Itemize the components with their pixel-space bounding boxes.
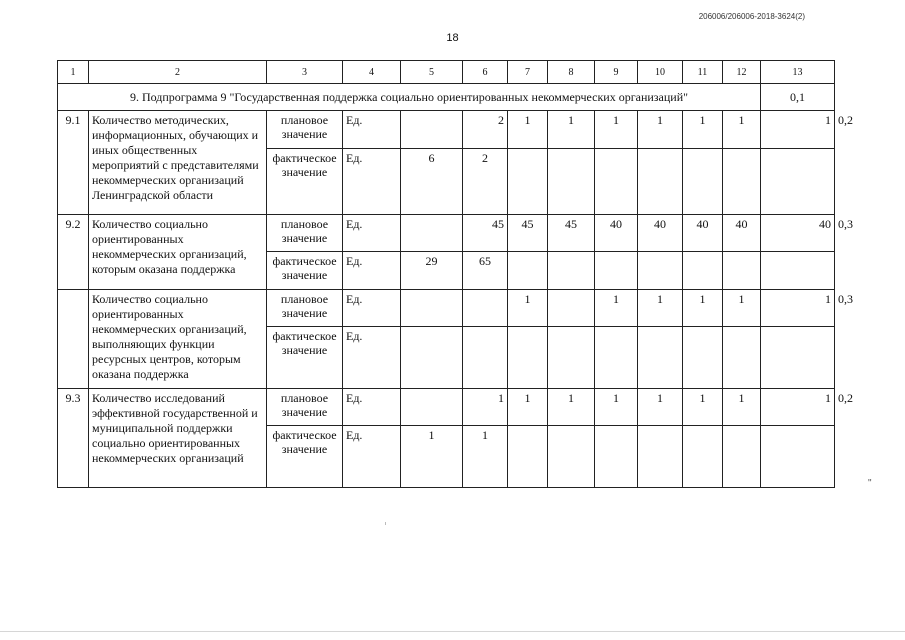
header-row <box>58 61 835 84</box>
value-cell: 40 <box>638 215 683 252</box>
value-type: плановое значение <box>267 215 343 252</box>
unit-cell: Ед. <box>343 111 401 149</box>
value-cell: 1 <box>595 389 638 426</box>
subprogram-weight: 0,1 <box>761 84 835 111</box>
value-cell: 1 <box>595 111 638 149</box>
value-cell: 1 <box>508 389 548 426</box>
unit-cell: Ед. <box>343 426 401 488</box>
value-cell <box>683 426 723 488</box>
scan-artifact <box>385 522 386 525</box>
indicator-name: Количество исследований эффективной государственной и муниципальной поддержки социально ориентированных некоммерческих организаций <box>89 389 267 488</box>
value-cell: 1 <box>401 426 463 488</box>
margin-mark: " <box>868 478 872 489</box>
value-cell: 1 <box>683 389 723 426</box>
value-type: плановое значение <box>267 111 343 149</box>
header-cell: 8 <box>548 61 595 84</box>
value-cell <box>508 327 548 389</box>
value-type: фактическое значение <box>267 149 343 215</box>
subprogram-title: 9. Подпрограмма 9 "Государственная поддержка социально ориентированных некоммерческих организаций" <box>58 84 761 111</box>
value-cell: 1 <box>463 389 508 426</box>
value-cell: 1 <box>723 290 761 327</box>
value-cell: 1 <box>723 111 761 149</box>
value-type: плановое значение <box>267 290 343 327</box>
value-cell <box>761 426 835 488</box>
value-cell <box>723 149 761 215</box>
value-cell <box>463 290 508 327</box>
value-cell <box>595 149 638 215</box>
value-cell <box>683 252 723 290</box>
value-cell: 1 <box>761 290 835 327</box>
indicators-table <box>57 60 853 488</box>
document-reference: 206006/206006-2018-3624(2) <box>698 12 805 21</box>
header-cell: 2 <box>89 61 267 84</box>
value-type: плановое значение <box>267 389 343 426</box>
value-cell: 1 <box>508 290 548 327</box>
value-cell: 45 <box>548 215 595 252</box>
indicator-name: Количество социально ориентированных некоммерческих организаций, выполняющих функции ресурсных центров, которым оказана поддержка <box>89 290 267 389</box>
value-cell: 1 <box>508 111 548 149</box>
indicator-number <box>58 290 89 389</box>
value-cell: 1 <box>761 389 835 426</box>
value-cell: 45 <box>463 215 508 252</box>
header-cell: 1 <box>58 61 89 84</box>
value-type: фактическое значение <box>267 327 343 389</box>
value-type: фактическое значение <box>267 426 343 488</box>
value-cell: 40 <box>683 215 723 252</box>
value-cell <box>638 327 683 389</box>
indicator-name: Количество социально ориентированных некоммерческих организаций, которым оказана поддержка <box>89 215 267 290</box>
value-cell <box>548 252 595 290</box>
value-cell: 40 <box>761 215 835 252</box>
header-cell: 3 <box>267 61 343 84</box>
value-cell: 2 <box>463 111 508 149</box>
subprogram-row <box>58 84 835 111</box>
value-cell <box>638 426 683 488</box>
table-row: Количество социально ориентированных некоммерческих организаций, выполняющих функции ресурсных центров, которым оказана поддержка плановое значение Ед. 1 1 1 1 1 1 0,3 <box>58 290 835 327</box>
header-cell: 6 <box>463 61 508 84</box>
value-cell: 1 <box>548 389 595 426</box>
header-cell: 10 <box>638 61 683 84</box>
value-cell: 65 <box>463 252 508 290</box>
value-cell <box>548 426 595 488</box>
value-cell <box>683 149 723 215</box>
value-cell: 1 <box>548 111 595 149</box>
indicator-number: 9.3 <box>58 389 89 488</box>
value-cell <box>638 252 683 290</box>
page-number: 18 <box>446 32 459 44</box>
indicator-number: 9.2 <box>58 215 89 290</box>
value-cell <box>761 252 835 290</box>
value-cell <box>401 327 463 389</box>
value-cell: 1 <box>638 290 683 327</box>
value-cell: 1 <box>638 389 683 426</box>
unit-cell: Ед. <box>343 252 401 290</box>
header-cell: 11 <box>683 61 723 84</box>
header-cell: 7 <box>508 61 548 84</box>
value-cell <box>548 327 595 389</box>
value-cell <box>508 426 548 488</box>
value-cell <box>548 290 595 327</box>
value-cell: 1 <box>683 290 723 327</box>
value-cell <box>595 327 638 389</box>
unit-cell: Ед. <box>343 215 401 252</box>
value-cell: 1 <box>463 426 508 488</box>
header-cell: 12 <box>723 61 761 84</box>
value-cell <box>401 215 463 252</box>
header-cell: 4 <box>343 61 401 84</box>
value-cell <box>401 290 463 327</box>
value-cell <box>723 327 761 389</box>
value-cell: 1 <box>761 111 835 149</box>
header-cell: 9 <box>595 61 638 84</box>
value-cell <box>595 426 638 488</box>
value-cell <box>508 252 548 290</box>
value-type: фактическое значение <box>267 252 343 290</box>
value-cell <box>723 426 761 488</box>
value-cell: 1 <box>683 111 723 149</box>
value-cell <box>723 252 761 290</box>
value-cell <box>508 149 548 215</box>
value-cell: 1 <box>638 111 683 149</box>
table-row: 9.1 Количество методических, информационных, обучающих и иных общественных мероприятий с представителями некоммерческих организаций Ленинградской области плановое значение Ед. 2 1 1 1 1 1 1 1 0,2 <box>58 111 835 149</box>
value-cell: 2 <box>463 149 508 215</box>
header-cell: 13 <box>761 61 835 84</box>
value-cell <box>761 327 835 389</box>
unit-cell: Ед. <box>343 149 401 215</box>
value-cell <box>638 149 683 215</box>
unit-cell: Ед. <box>343 290 401 327</box>
value-cell: 45 <box>508 215 548 252</box>
value-cell <box>548 149 595 215</box>
value-cell: 1 <box>723 389 761 426</box>
value-cell <box>595 252 638 290</box>
value-cell <box>401 389 463 426</box>
value-cell: 40 <box>595 215 638 252</box>
indicator-name: Количество методических, информационных, обучающих и иных общественных мероприятий с представителями некоммерческих организаций Ленинградской области <box>89 111 267 215</box>
value-cell: 1 <box>595 290 638 327</box>
table-row: 9.2 Количество социально ориентированных некоммерческих организаций, которым оказана поддержка плановое значение Ед. 45 45 45 40 40 40 40 40 0,3 <box>58 215 835 252</box>
unit-cell: Ед. <box>343 389 401 426</box>
value-cell <box>683 327 723 389</box>
value-cell <box>463 327 508 389</box>
indicator-number: 9.1 <box>58 111 89 215</box>
page-edge-line <box>0 631 905 632</box>
table-row: 9.3 Количество исследований эффективной государственной и муниципальной поддержки социально ориентированных некоммерческих организаций плановое значение Ед. 1 1 1 1 1 1 1 1 0,2 <box>58 389 835 426</box>
value-cell: 40 <box>723 215 761 252</box>
header-cell: 5 <box>401 61 463 84</box>
value-cell: 29 <box>401 252 463 290</box>
unit-cell: Ед. <box>343 327 401 389</box>
value-cell <box>761 149 835 215</box>
value-cell <box>401 111 463 149</box>
value-cell: 6 <box>401 149 463 215</box>
